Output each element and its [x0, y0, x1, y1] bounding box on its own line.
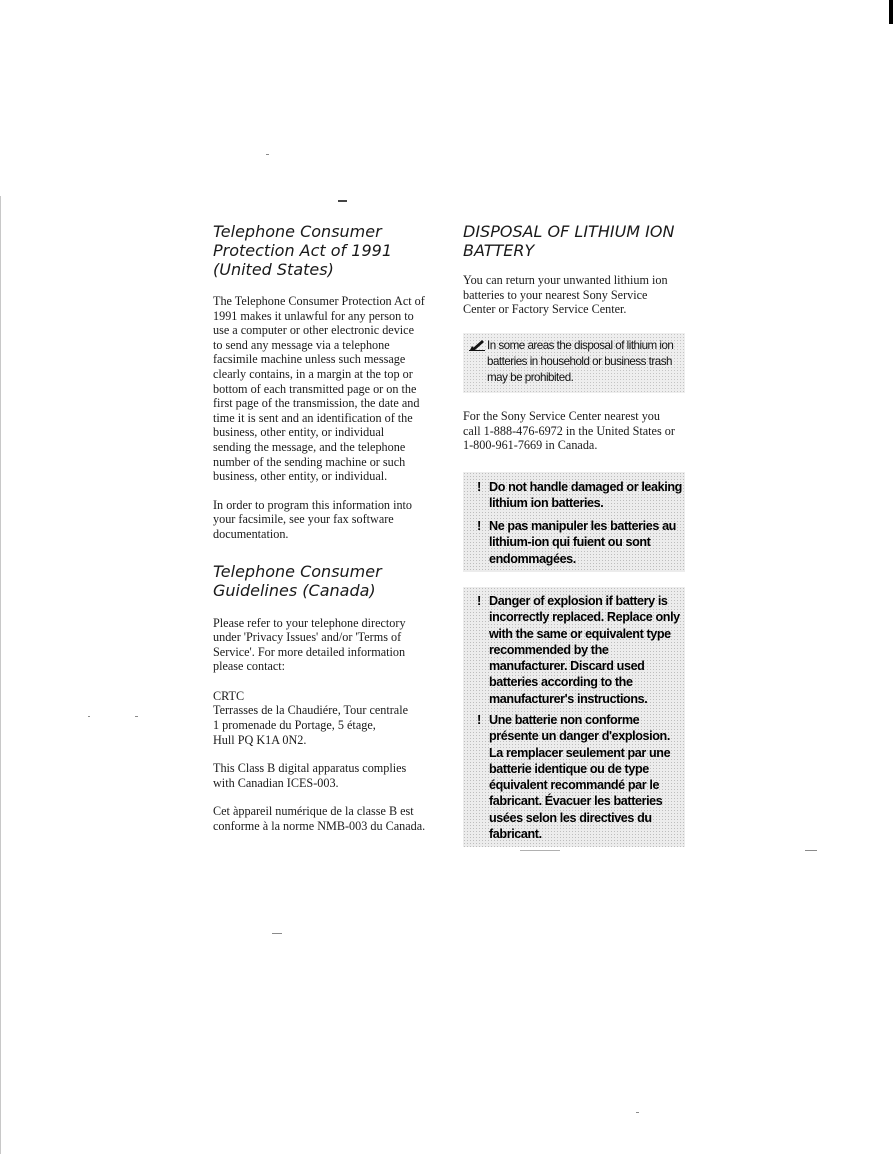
text-line: conforme à la norme NMB-003 du Canada.	[213, 819, 426, 834]
text-line: to send any message via a telephone	[213, 337, 390, 352]
warning-line: Danger of explosion if battery is	[489, 594, 668, 608]
scan-edge-mark	[889, 0, 893, 24]
warning-line: with the same or equivalent type	[489, 626, 671, 641]
note-line: batteries in household or business trash	[487, 355, 672, 368]
tcpa-program-note	[213, 498, 441, 542]
heading-line: DISPOSAL OF LITHIUM ION	[463, 222, 675, 241]
exclamation-icon: !	[477, 712, 482, 727]
service-center-info	[463, 409, 687, 453]
warning-line: Une batterie non conforme	[489, 713, 640, 727]
heading-line: BATTERY	[463, 241, 535, 260]
scan-speck	[636, 1112, 639, 1113]
warning-text	[489, 518, 676, 567]
text-line: use a computer or other electronic device	[213, 323, 414, 338]
tcpa-heading	[213, 222, 441, 279]
scan-speck	[266, 154, 269, 155]
right-column	[463, 222, 687, 317]
warning-line: Do not handle damaged or leaking	[489, 480, 682, 494]
warning-line: lithium-ion qui fuient ou sont	[489, 535, 651, 550]
warning-line: fabricant. Évacuer les batteries	[489, 794, 663, 809]
canada-body	[213, 616, 441, 674]
warning-line: incorrectly replaced. Replace only	[489, 610, 680, 625]
text-line: In order to program this information into	[213, 497, 413, 512]
warning-box-explosion	[463, 587, 685, 847]
tcpa-body	[213, 294, 441, 484]
address-line: 1 promenade du Portage, 5 étage,	[213, 718, 376, 733]
warning-line: manufacturer. Discard used	[489, 659, 645, 674]
text-line: bottom of each transmitted page or on the	[213, 381, 417, 396]
scan-speck	[338, 200, 347, 202]
scan-speck	[520, 850, 560, 851]
warning-line: batteries according to the	[489, 675, 633, 690]
text-line: time it is sent and an identification of the	[213, 410, 413, 425]
heading-line: (United States)	[213, 260, 334, 279]
class-b-statement	[213, 761, 441, 790]
warning-line: La remplacer seulement par une	[489, 745, 671, 760]
text-line: 1991 makes it unlawful for any person to	[213, 308, 414, 323]
warning-line: usées selon les directives du	[489, 810, 652, 825]
text-line: This Class B digital apparatus complies	[213, 761, 407, 776]
scan-speck	[88, 716, 90, 717]
text-line: under 'Privacy Issues' and/or 'Terms of	[213, 630, 402, 645]
note-box	[463, 333, 685, 393]
text-line: facsimile machine unless such message	[213, 352, 406, 367]
heading-line: Guidelines (Canada)	[213, 580, 376, 600]
exclamation-icon: !	[477, 593, 482, 608]
heading-line: Telephone Consumer	[213, 561, 382, 581]
warning-line: lithium ion batteries.	[489, 496, 604, 511]
exclamation-icon: !	[477, 518, 482, 533]
text-line: The Telephone Consumer Protection Act of	[213, 294, 425, 308]
exclamation-icon: !	[477, 479, 482, 494]
warning-text	[489, 712, 670, 842]
warning-line: manufacturer's instructions.	[489, 691, 648, 706]
scan-left-border	[0, 196, 1, 1154]
text-line: 1-800-961-7669 in Canada.	[463, 438, 598, 453]
left-column	[213, 222, 441, 834]
note-line: may be prohibited.	[487, 371, 574, 384]
disposal-heading	[463, 222, 687, 260]
text-line: Please refer to your telephone directory	[213, 615, 406, 630]
warning-line: recommended by the	[489, 642, 609, 657]
text-line: Center or Factory Service Center.	[463, 302, 627, 317]
note-pencil-icon	[469, 339, 485, 351]
warning-text	[489, 479, 682, 512]
crtc-address	[213, 689, 441, 747]
text-line: clearly contains, in a margin at the top or	[213, 366, 413, 381]
text-line: business, other entity, or individual	[213, 425, 385, 440]
note-line: In some areas the disposal of lithium ion	[487, 339, 674, 352]
text-line: please contact:	[213, 659, 286, 674]
address-line: Hull PQ K1A 0N2.	[213, 732, 307, 747]
text-line: Service'. For more detailed information	[213, 644, 406, 659]
warning-line: équivalent recommandé par le	[489, 778, 660, 793]
warning-box-handling	[463, 472, 685, 572]
warning-line: Ne pas manipuler les batteries au	[489, 519, 676, 533]
text-line: You can return your unwanted lithium ion	[463, 273, 668, 287]
text-line: documentation.	[213, 526, 289, 541]
warning-text	[489, 593, 680, 707]
warning-line: endommagées.	[489, 551, 576, 566]
scan-speck	[805, 850, 817, 851]
text-line: business, other entity, or individual.	[213, 469, 388, 484]
disposal-intro	[463, 273, 687, 317]
address-line: CRTC	[213, 688, 245, 703]
text-line: with Canadian ICES-003.	[213, 775, 339, 790]
text-line: Cet àppareil numérique de la classe B est	[213, 804, 414, 819]
class-b-statement-french	[213, 804, 441, 833]
text-line: For the Sony Service Center nearest you	[463, 409, 660, 423]
warning-line: batterie identique ou de type	[489, 761, 649, 776]
text-line: number of the sending machine or such	[213, 454, 406, 469]
text-line: call 1-888-476-6972 in the United States or	[463, 423, 675, 438]
address-line: Terrasses de la Chaudiére, Tour centrale	[213, 703, 409, 718]
warning-line: présente un danger d'explosion.	[489, 729, 670, 744]
heading-line: Protection Act of 1991	[213, 241, 392, 260]
heading-line: Telephone Consumer	[213, 222, 382, 241]
scan-speck	[135, 716, 138, 717]
note-text	[487, 338, 673, 386]
text-line: your facsimile, see your fax software	[213, 512, 394, 527]
canada-heading	[213, 562, 441, 600]
text-line: sending the message, and the telephone	[213, 439, 406, 454]
scan-speck	[272, 933, 282, 934]
warning-line: fabricant.	[489, 827, 542, 842]
text-line: first page of the transmission, the date and	[213, 396, 420, 411]
text-line: batteries to your nearest Sony Service	[463, 287, 648, 302]
